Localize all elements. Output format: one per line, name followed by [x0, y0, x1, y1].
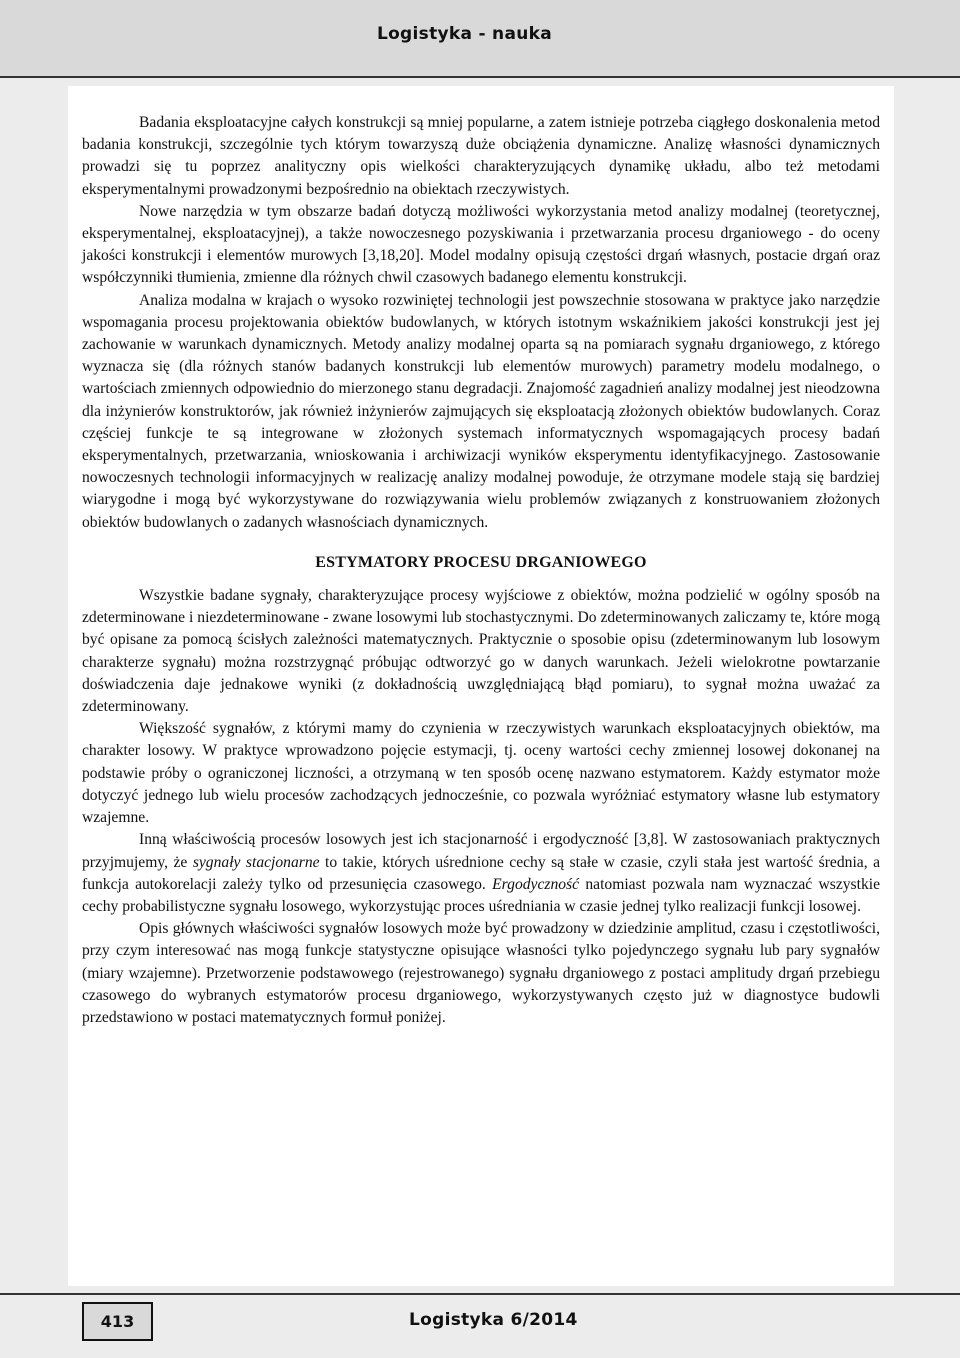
- article-content: [82, 112, 880, 1029]
- footer-divider: [0, 1293, 960, 1295]
- journal-issue: Logistyka 6/2014: [409, 1310, 578, 1330]
- term-ergodicity: Ergodyczność: [492, 875, 580, 893]
- paragraph-2: Nowe narzędzia w tym obszarze badań dotyczą możliwości wykorzystania metod analizy modalnej (teoretycznej, eksperymentalnej, eksploatacyjnej), a także nowoczesnego pozyskiwania i przetwarzania procesu drganiowego - do oceny jakości konstrukcji i elementów murowych [3,18,20]. Model modalny opisują częstości drgań własnych, postacie drgań oraz współczynniki tłumienia, zmienne dla różnych chwil czasowych badanego elementu konstrukcji.: [82, 202, 880, 287]
- paragraph-6-part-a: Inną właściwością procesów losowych jest ich stacjonarność i ergodyczność [3,8]. W zastosowaniach praktycznych przyjmujemy, że: [82, 831, 880, 871]
- paragraph-4: Wszystkie badane sygnały, charakteryzujące procesy wyjściowe z obiektów, można podzielić w ogólny sposób na zdeterminowane i niezdeterminowane - zwane losowymi lub stochastycznymi. Do zdeterminowanych zaliczamy te, które mogą być opisane za pomocą ścisłych zależności matematycznych. Praktycznie o sposobie opisu (zdeterminowanym lub losowym charakterze sygnału) można rozstrzygnąć próbując odtworzyć go w danych warunkach. Jeżeli wielokrotne powtarzanie doświadczenia daje jednakowe wyniki (z dokładnością uwzględniającą błąd pomiaru), to sygnał można uważać za zdeterminowany.: [82, 587, 880, 716]
- paragraph-1: Badania eksploatacyjne całych konstrukcji są mniej popularne, a zatem istnieje potrzeba ciągłego doskonalenia metod badania konstrukcji, szczególnie tych którym towarzyszą duże obciążenia dynamiczne. Analizę własności dynamicznych prowadzi się tu poprzez analityczny opis wielkości charakteryzujących dynamikę układu, albo też metodami eksperymentalnymi prowadzonymi bezpośrednio na obiektach rzeczywistych.: [82, 114, 880, 198]
- section-heading: ESTYMATORY PROCESU DRGANIOWEGO: [315, 553, 647, 571]
- paragraph-6-part-b: to takie, których uśrednione cechy są stałe w czasie, czyli stała jest wartość średnia, a funkcja autokorelacji zależy tylko od przesunięcia czasowego.: [82, 853, 880, 893]
- journal-section-title: Logistyka - nauka: [376, 24, 552, 44]
- paragraph-3: Analiza modalna w krajach o wysoko rozwiniętej technologii jest powszechnie stosowana w praktyce jako narzędzie wspomagania procesu projektowania obiektów budowlanych, w których istotnym wskaźnikiem jakości konstrukcji jest jej zachowanie w warunkach dynamicznych. Metody analizy modalnej oparta są na pomiarach sygnału drganiowego, z którego wyznacza się (dla różnych stanów badanych konstrukcji lub elementów murowych) parametry modelu modalnego, o wartościach zmiennych odpowiednio do mierzonego stanu degradacji. Znajomość zagadnień analizy modalnej jest nieodzowna dla inżynierów konstruktorów, jak również inżynierów zajmujących się eksploatacją złożonych obiektów budowlanych. Coraz częściej funkcje te są integrowane w złożonych systemach informatycznych wspomagających procesy badań eksperymentalnych, przetwarzania, wnioskowania i archiwizacji wyników eksperymentu identyfikacyjnego. Zastosowanie nowoczesnych technologii informacyjnych w realizację analizy modalnej powoduje, że otrzymane modele stają się bardziej wiarygodne i mogą być wykorzystywane do rozwiązywania wielu problemów związanych z konstruowaniem złożonych obiektów budowlanych o zadanych własnościach dynamicznych.: [82, 291, 880, 531]
- paragraph-6: [82, 829, 880, 918]
- term-stationary-signals: sygnały stacjonarne: [192, 853, 320, 871]
- header-bar: [0, 0, 960, 78]
- paragraph-5: Większość sygnałów, z którymi mamy do czynienia w rzeczywistych warunkach eksploatacyjnych obiektów, ma charakter losowy. W praktyce wprowadzono pojęcie estymacji, tj. oceny wartości cechy zmiennej losowej dokonanej na podstawie próby o ograniczonej liczności, a otrzymaną w ten sposób ocenę nazwano estymatorem. Każdy estymator może dotyczyć jednego lub wielu procesów zachodzących jednocześnie, co pozwala wyróżniać estymatory własne lub estymatory wzajemne.: [82, 720, 880, 827]
- paragraph-6-part-c: natomiast pozwala nam wyznaczać wszystkie cechy probabilistyczne sygnału losowego, wykorzystując proces uśredniania w czasie jednej tylko realizacji funkcji losowej.: [82, 875, 880, 915]
- page-number: 413: [82, 1302, 153, 1341]
- header-divider: [0, 76, 960, 78]
- paragraph-7: Opis głównych właściwości sygnałów losowych może być prowadzony w dziedzinie amplitud, czasu i częstotliwości, przy czym interesować nas mogą funkcje statystyczne opisujące własności tylko pojedynczego sygnału lub pary sygnałów (miary wzajemne). Przetworzenie podstawowego (rejestrowanego) sygnału drganiowego z postaci amplitudy drgań przebiegu czasowego do wybranych estymatorów procesu drganiowego, wykorzystywanych często już w diagnostyce budowli przedstawiono w postaci matematycznych formuł poniżej.: [82, 920, 880, 1026]
